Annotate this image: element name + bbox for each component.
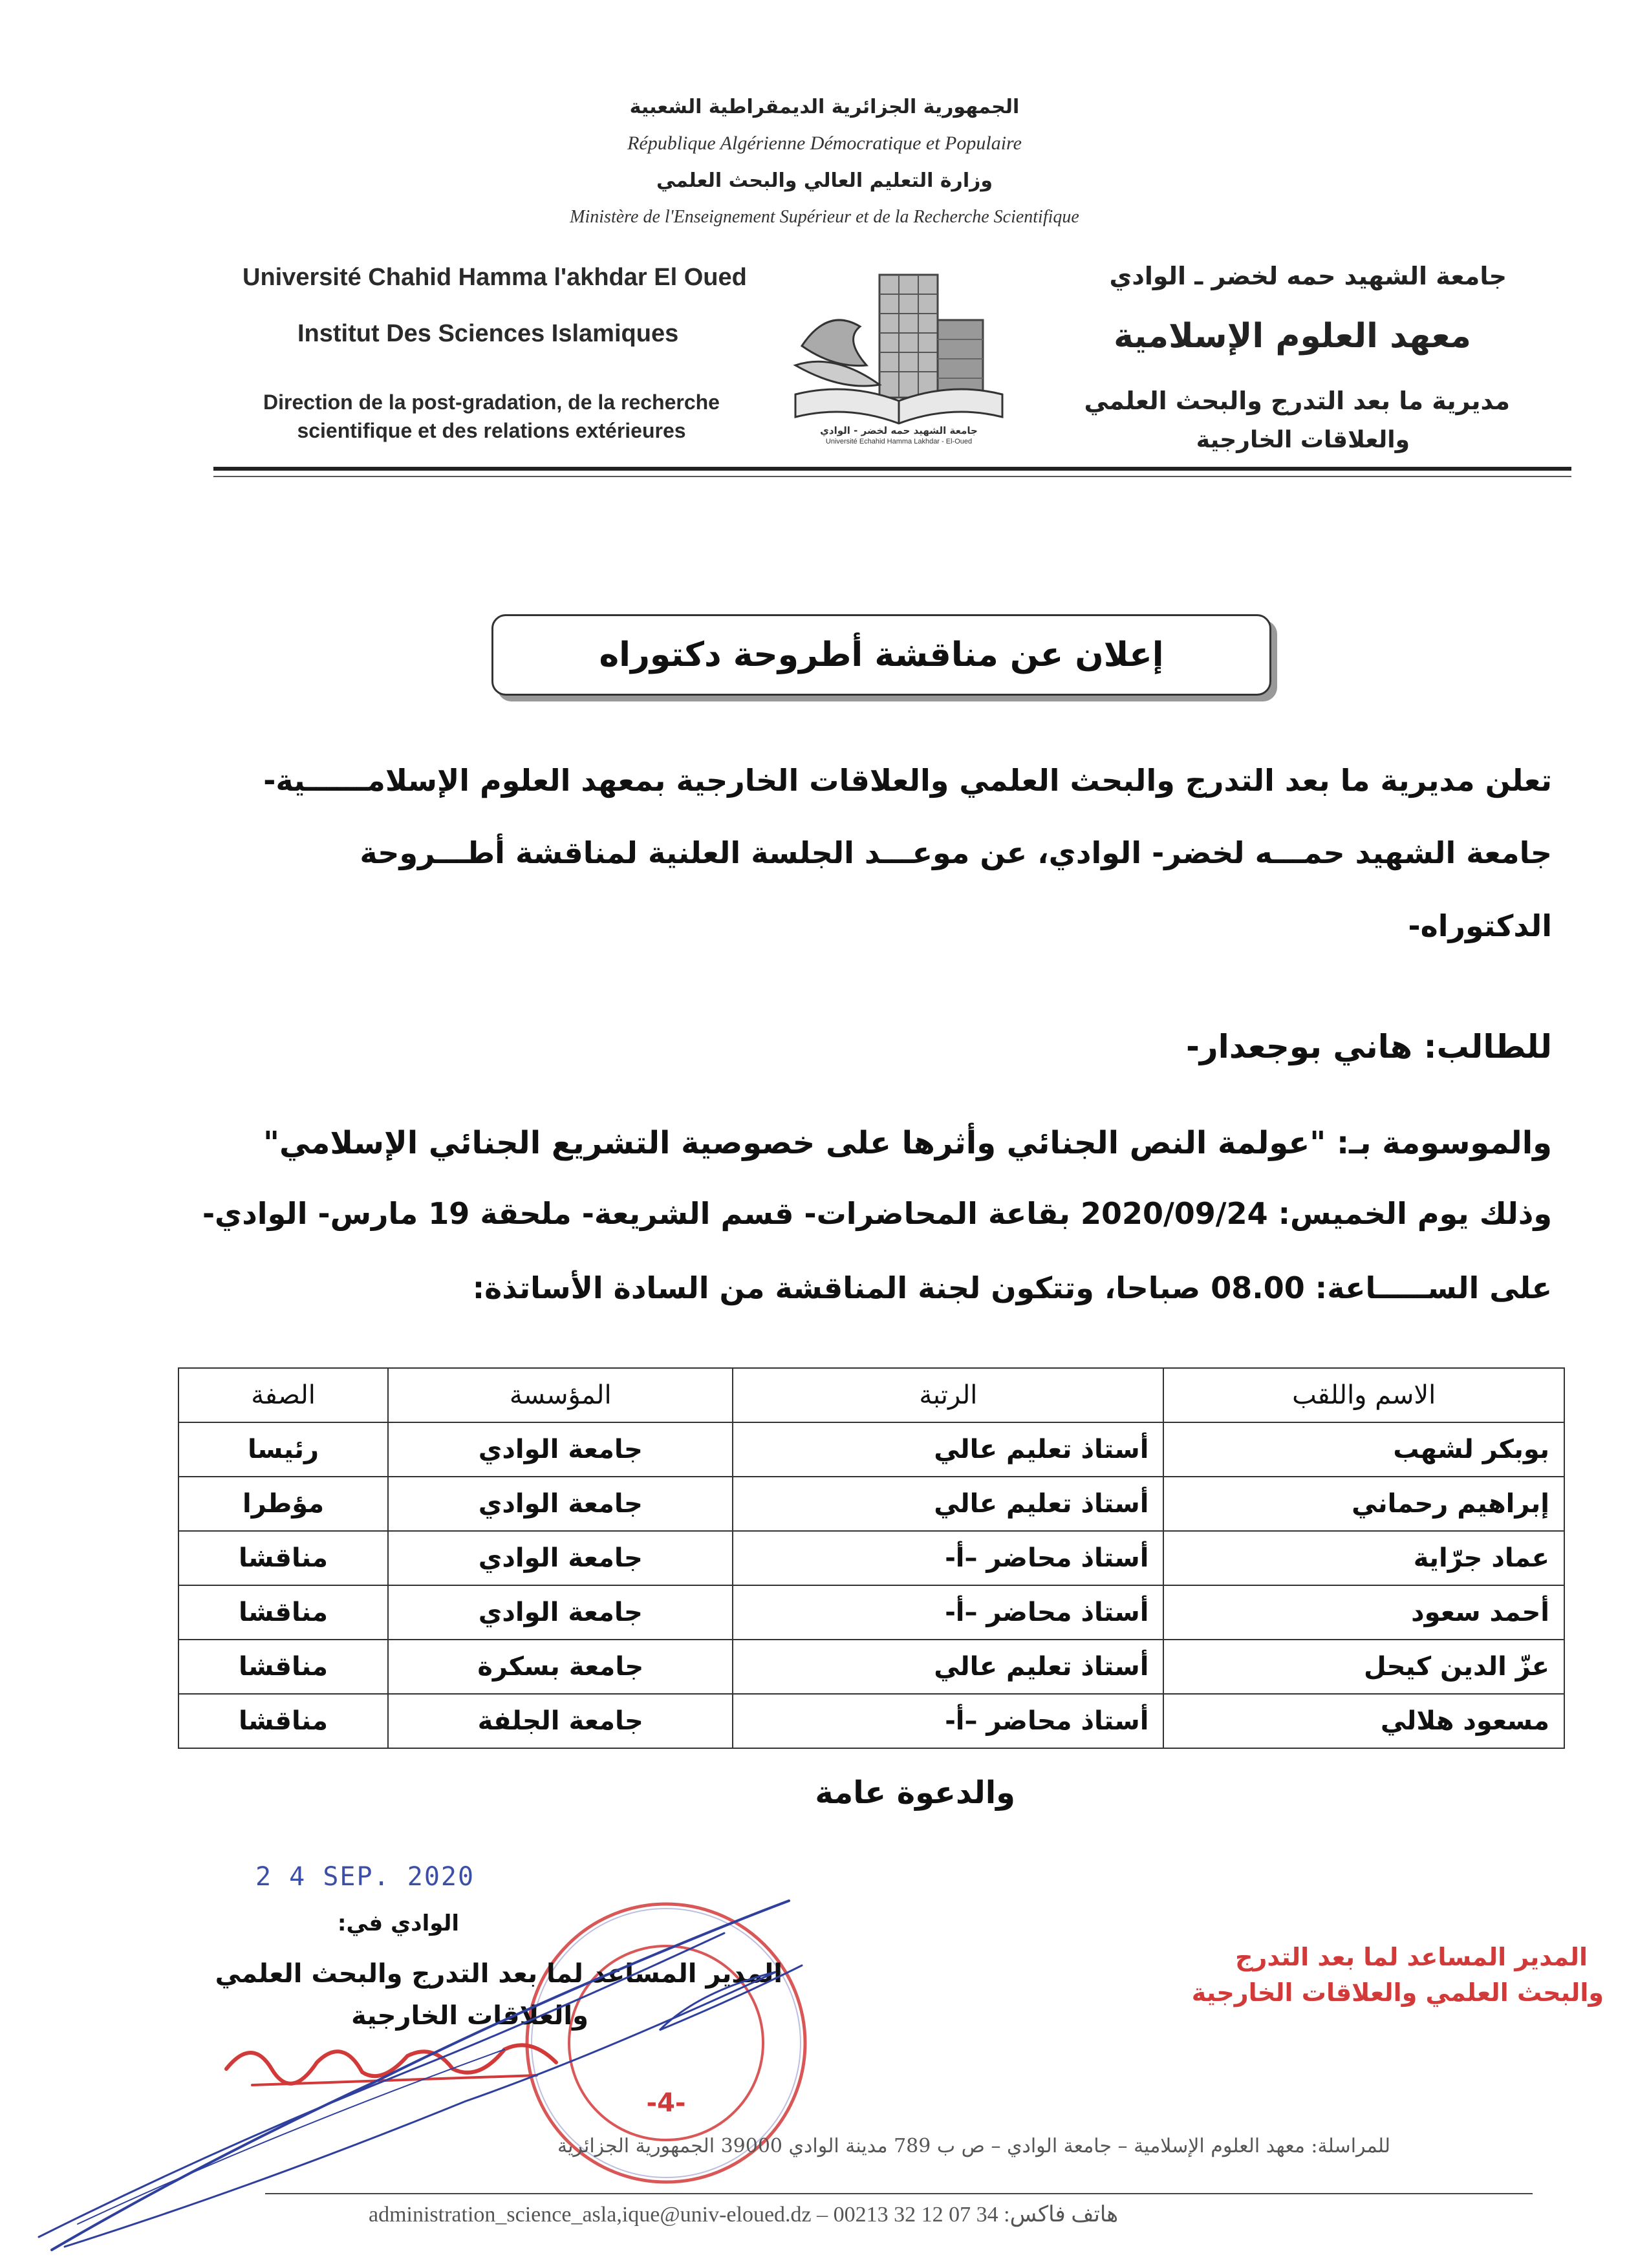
table-row	[178, 1585, 1564, 1640]
member-role: مناقشا	[178, 1640, 388, 1694]
member-name: عزّ الدين كيحل	[1163, 1640, 1564, 1694]
time-line: على الســـــاعة: 08.00 صباحا، وتتكون لجنة المناقشة من السادة الأساتذة:	[472, 1270, 1552, 1305]
member-rank: أستاذ تعليم عالي	[733, 1640, 1163, 1694]
member-role: مؤطرا	[178, 1477, 388, 1531]
signature-line1: المدير المساعد لما بعد التدرج والبحث العلمي	[215, 1959, 782, 1989]
direction-fr-line1: Direction de la post-gradation, de la recherche	[263, 390, 720, 414]
date-line: وذلك يوم الخميس: 2020/09/24 بقاعة المحاضرات- قسم الشريعة- ملحقة 19 مارس- الوادي-	[202, 1196, 1552, 1231]
committee-header-row	[178, 1368, 1564, 1422]
table-row	[178, 1531, 1564, 1585]
place-line: الوادي في:	[337, 1910, 459, 1936]
member-role: مناقشا	[178, 1585, 388, 1640]
member-rank: أستاذ محاضر –أ-	[733, 1694, 1163, 1748]
table-row	[178, 1694, 1564, 1748]
member-rank: أستاذ محاضر –أ-	[733, 1585, 1163, 1640]
member-name: بوبكر لشهب	[1163, 1422, 1564, 1477]
member-rank: أستاذ تعليم عالي	[733, 1422, 1163, 1477]
institute-fr: Institut Des Sciences Islamiques	[297, 320, 679, 347]
table-row	[178, 1640, 1564, 1694]
red-stamp-line1: المدير المساعد لما بعد التدرج	[1235, 1943, 1588, 1971]
member-role: رئيسا	[178, 1422, 388, 1477]
institute-ar: معهد العلوم الإسلامية	[1114, 317, 1471, 356]
member-name: إبراهيم رحماني	[1163, 1477, 1564, 1531]
member-institution: جامعة الجلفة	[388, 1694, 733, 1748]
header-rule-thin	[213, 476, 1571, 477]
intro-line-1: تعلن مديرية ما بعد التدرج والبحث العلمي والعلاقات الخارجية بمعهد العلوم الإسلامــــــية-	[263, 763, 1552, 798]
university-logo	[782, 255, 1015, 449]
member-role: مناقشا	[178, 1531, 388, 1585]
member-rank: أستاذ محاضر –أ-	[733, 1531, 1163, 1585]
invitation-text: والدعوة عامة	[815, 1775, 1015, 1811]
intro-line-2: جامعة الشهيد حمـــه لخضر- الوادي، عن موعـــد الجلسة العلنية لمناقشة أطـــروحة	[360, 835, 1552, 870]
footer-address: للمراسلة: معهد العلوم الإسلامية – جامعة الوادي – ص ب 789 مدينة الوادي 39000 الجمهورية الجزائرية	[557, 2135, 1390, 2157]
ministry-fr: Ministère de l'Enseignement Supérieur et de la Recherche Scientifique	[570, 207, 1079, 227]
col-header-role: الصفة	[178, 1368, 388, 1422]
member-name: عماد جرّاية	[1163, 1531, 1564, 1585]
committee-table	[178, 1367, 1565, 1749]
university-ar: جامعة الشهيد حمه لخضر ـ الوادي	[1109, 262, 1507, 290]
announcement-title: إعلان عن مناقشة أطروحة دكتوراه	[491, 614, 1271, 696]
member-institution: جامعة الوادي	[388, 1477, 733, 1531]
direction-fr-line2: scientifique et des relations extérieures	[297, 419, 686, 442]
direction-fr	[233, 388, 750, 445]
thesis-line: والموسومة بـ: "عولمة النص الجنائي وأثرها على خصوصية التشريع الجنائي الإسلامي"	[263, 1125, 1552, 1161]
logo-graphic	[782, 255, 1015, 449]
logo-caption-ar: جامعة الشهيد حمه لخضر - الوادي	[820, 425, 978, 436]
col-header-institution: المؤسسة	[388, 1368, 733, 1422]
intro-line-3: الدكتوراه-	[1408, 908, 1552, 943]
footer-rule	[265, 2193, 1533, 2194]
logo-caption-fr: Université Echahid Hamma Lakhdar - El-Oued	[825, 438, 973, 445]
col-header-rank: الرتبة	[733, 1368, 1163, 1422]
direction-ar-line1: مديرية ما بعد التدرج والبحث العلمي	[1084, 387, 1510, 415]
red-stamp-line2: والبحث العلمي والعلاقات الخارجية	[1191, 1978, 1604, 2007]
member-institution: جامعة الوادي	[388, 1585, 733, 1640]
table-row	[178, 1477, 1564, 1531]
republic-ar: الجمهورية الجزائرية الديمقراطية الشعبية	[629, 96, 1020, 118]
student-line: للطالب: هاني بوجعدار-	[1186, 1028, 1552, 1065]
ministry-ar: وزارة التعليم العالي والبحث العلمي	[656, 169, 993, 192]
date-stamp: 2 4 SEP. 2020	[255, 1862, 475, 1892]
member-role: مناقشا	[178, 1694, 388, 1748]
member-rank: أستاذ تعليم عالي	[733, 1477, 1163, 1531]
signature-line2: والعلاقات الخارجية	[351, 2001, 588, 2031]
member-institution: جامعة الوادي	[388, 1422, 733, 1477]
member-name: أحمد سعود	[1163, 1585, 1564, 1640]
member-institution: جامعة بسكرة	[388, 1640, 733, 1694]
direction-ar-line2: والعلاقات الخارجية	[1196, 427, 1410, 453]
member-name: مسعود هلالي	[1163, 1694, 1564, 1748]
university-fr: Université Chahid Hamma l'akhdar El Oued	[242, 264, 747, 291]
col-header-name: الاسم واللقب	[1163, 1368, 1564, 1422]
member-institution: جامعة الوادي	[388, 1531, 733, 1585]
seal-number: -4-	[646, 2088, 686, 2118]
republic-fr: République Algérienne Démocratique et Populaire	[627, 133, 1022, 154]
header-rule-thick	[213, 467, 1571, 471]
footer-contact: administration_science_asla,ique@univ-eloued.dz – 00213 32 12 07 34 :هاتف فاكس	[369, 2203, 1119, 2227]
table-row	[178, 1422, 1564, 1477]
